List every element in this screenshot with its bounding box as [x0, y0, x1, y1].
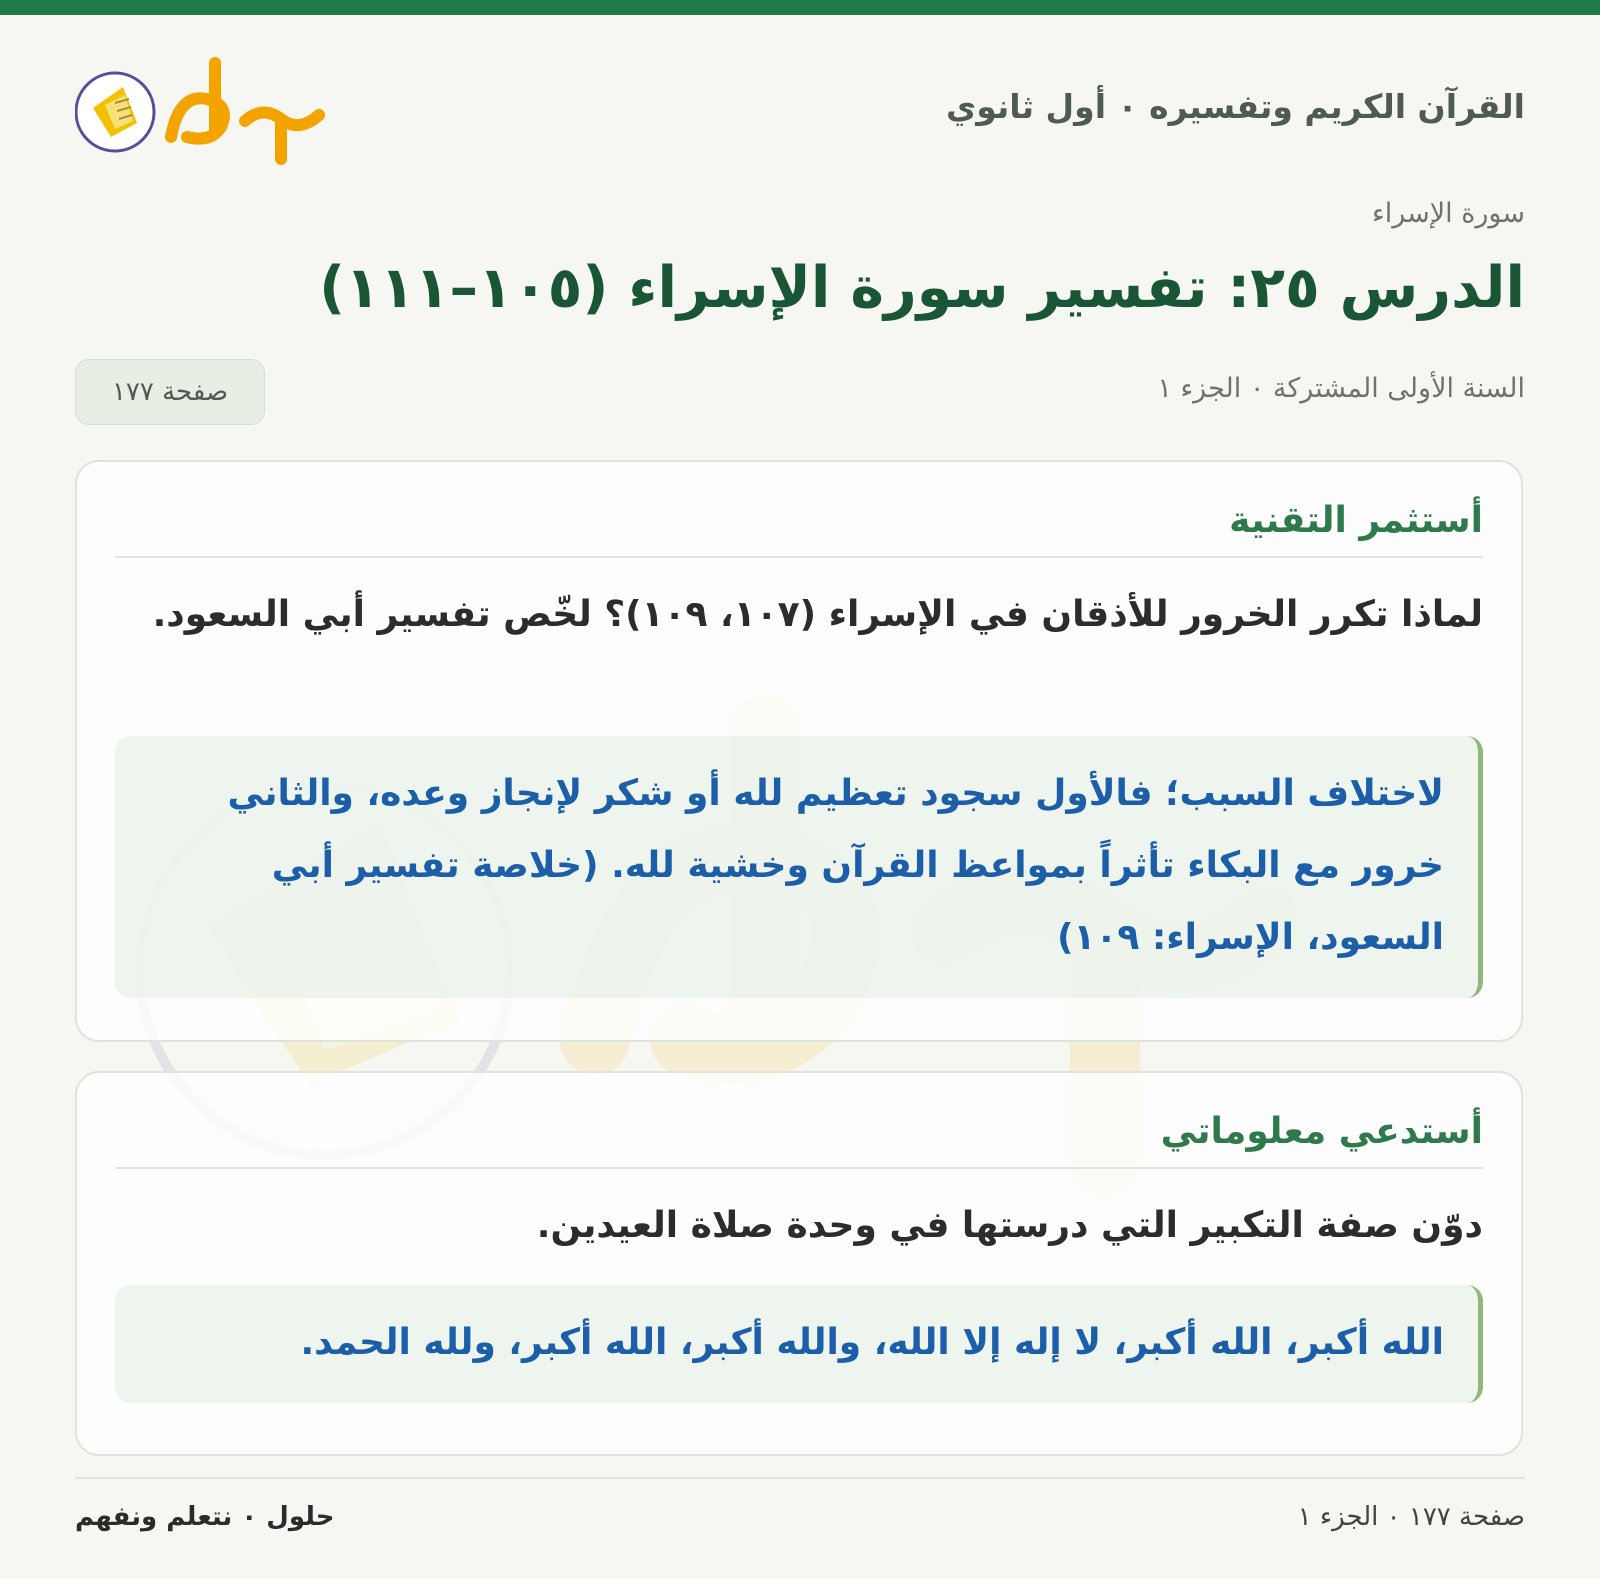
footer-brand: حلول ٠ نتعلم ونفهم: [75, 1502, 335, 1532]
card-divider: [115, 1167, 1483, 1169]
footer-page-info: صفحة ١٧٧ ٠ الجزء ١: [1297, 1502, 1525, 1532]
lesson-meta: السنة الأولى المشتركة ٠ الجزء ١: [1157, 373, 1525, 404]
answer-box: الله أكبر، الله أكبر، لا إله إلا الله، والله أكبر، الله أكبر، ولله الحمد.: [115, 1285, 1483, 1403]
top-accent-bar: [0, 0, 1600, 15]
subject-title: القرآن الكريم وتفسيره ٠ أول ثانوي: [945, 87, 1525, 126]
surah-label: سورة الإسراء: [1372, 198, 1525, 229]
card-title: أستدعي معلوماتي: [1160, 1111, 1483, 1152]
lesson-title: الدرس ٢٥: تفسير سورة الإسراء (١٠٥–١١١): [319, 255, 1525, 321]
footer-divider: [75, 1477, 1525, 1479]
page: [75, 15, 1525, 1532]
card-invest-technology: [75, 460, 1523, 1042]
hulul-logo: [75, 55, 335, 165]
card-recall-information: [75, 1071, 1523, 1456]
page-number-badge: صفحة ١٧٧: [75, 359, 265, 425]
card-divider: [115, 556, 1483, 558]
question-text: دوّن صفة التكبير التي درستها في وحدة صلاة العيدين.: [536, 1205, 1483, 1246]
page-header: [75, 15, 1525, 175]
card-title: أستثمر التقنية: [1229, 500, 1483, 541]
question-text: لماذا تكرر الخرور للأذقان في الإسراء (١٠٧، ١٠٩)؟ لخّص تفسير أبي السعود.: [152, 594, 1483, 635]
answer-box: لاختلاف السبب؛ فالأول سجود تعظيم لله أو شكر لإنجاز وعده، والثاني خرور مع البكاء تأثراً بمواعظ القرآن وخشية لله. (خلاصة تفسير أبي السعود، الإسراء: ١٠٩): [115, 736, 1483, 998]
